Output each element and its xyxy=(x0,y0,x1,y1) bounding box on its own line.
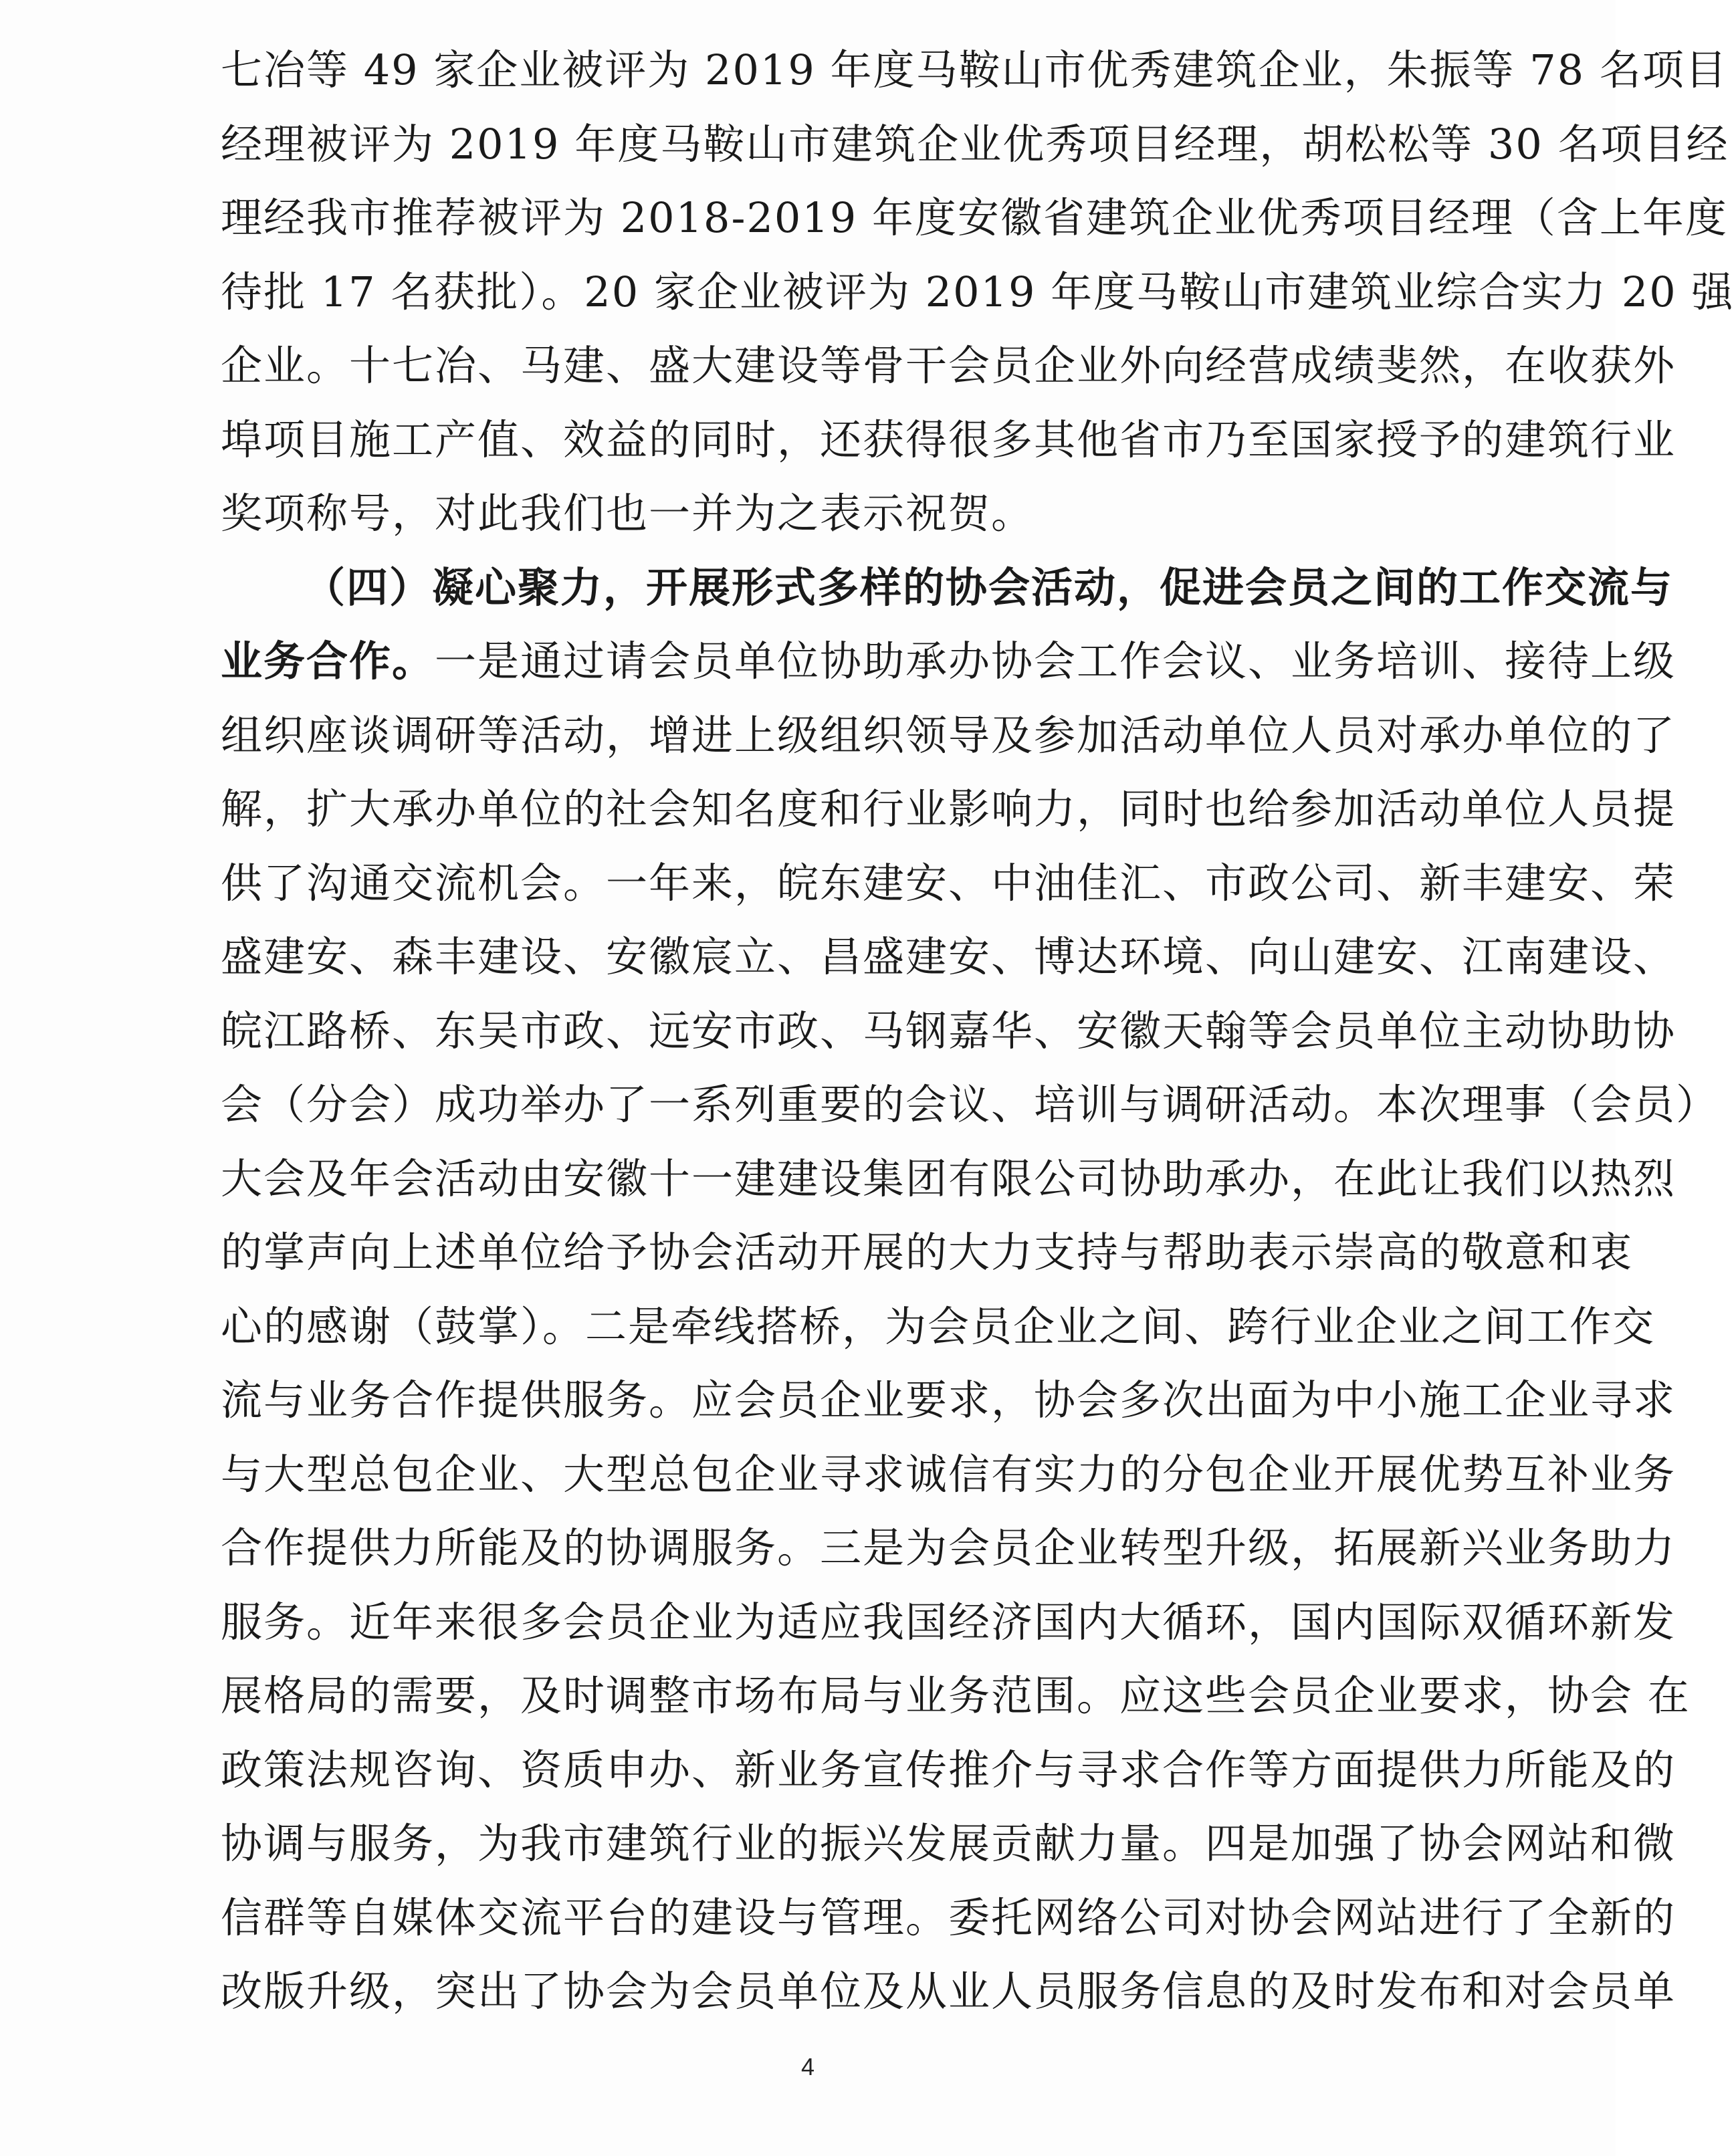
text-line: 合作提供力所能及的协调服务。三是为会员企业转型升级，拓展新兴业务助力 xyxy=(221,1523,1676,1572)
body-text xyxy=(221,33,1734,2029)
section-heading-end: 业务合作。 xyxy=(221,637,435,685)
text-line: 理经我市推荐被评为 2018-2019 年度安徽省建筑企业优秀项目经理（含上年度 xyxy=(221,193,1728,242)
text-line: 盛建安、森丰建设、安徽宸立、昌盛建安、博达环境、向山建安、江南建设、 xyxy=(221,932,1676,981)
text-line: 大会及年会活动由安徽十一建建设集团有限公司协助承办，在此让我们以热烈 xyxy=(221,1154,1676,1203)
text-span: 一是通过请会员单位协助承办协会工作会议、业务培训、接待上级 xyxy=(435,637,1676,685)
section-heading: （四）凝心聚力，开展形式多样的协会活动，促进会员之间的工作交流与 xyxy=(304,562,1674,612)
text-line: 信群等自媒体交流平台的建设与管理。委托网络公司对协会网站进行了全新的 xyxy=(221,1893,1676,1942)
text-line: 协调与服务，为我市建筑行业的振兴发展贡献力量。四是加强了协会网站和微 xyxy=(221,1819,1676,1868)
text-line: 与大型总包企业、大型总包企业寻求诚信有实力的分包企业开展优势互补业务 xyxy=(221,1449,1676,1499)
page-number: 4 xyxy=(800,2053,815,2080)
text-line: 展格局的需要，及时调整市场布局与业务范围。应这些会员企业要求，协会 在 xyxy=(221,1671,1691,1720)
text-line: 埠项目施工产值、效益的同时，还获得很多其他省市乃至国家授予的建筑行业 xyxy=(221,415,1676,464)
text-line: 改版升级，突出了协会为会员单位及从业人员服务信息的及时发布和对会员单 xyxy=(221,1967,1676,2016)
text-line: 政策法规咨询、资质申办、新业务宣传推介与寻求合作等方面提供力所能及的 xyxy=(221,1745,1676,1794)
text-line: 供了沟通交流机会。一年来，皖东建安、中油佳汇、市政公司、新丰建安、荣 xyxy=(221,858,1676,907)
text-line: 解，扩大承办单位的社会知名度和行业影响力，同时也给参加活动单位人员提 xyxy=(221,784,1676,833)
text-line xyxy=(221,625,1676,699)
text-line: 组织座谈调研等活动，增进上级组织领导及参加活动单位人员对承办单位的了 xyxy=(221,710,1676,760)
text-line: 会（分会）成功举办了一系列重要的会议、培训与调研活动。本次理事（会员） xyxy=(221,1080,1719,1129)
text-line: 企业。十七冶、马建、盛大建设等骨干会员企业外向经营成绩斐然，在收获外 xyxy=(221,341,1676,390)
text-line: 流与业务合作提供服务。应会员企业要求，协会多次出面为中小施工企业寻求 xyxy=(221,1376,1676,1424)
text-line: 七冶等 49 家企业被评为 2019 年度马鞍山市优秀建筑企业，朱振等 78 名项目 xyxy=(221,45,1728,94)
text-line: 奖项称号，对此我们也一并为之表示祝贺。 xyxy=(221,489,1035,538)
text-line: 皖江路桥、东吴市政、远安市政、马钢嘉华、安徽天翰等会员单位主动协助协 xyxy=(221,1006,1676,1055)
text-line: 服务。近年来很多会员企业为适应我国经济国内大循环，国内国际双循环新发 xyxy=(221,1597,1676,1646)
text-line: 心的感谢（鼓掌）。二是牵线搭桥，为会员企业之间、跨行业企业之间工作交 xyxy=(221,1301,1656,1351)
text-line: 经理被评为 2019 年度马鞍山市建筑企业优秀项目经理，胡松松等 30 名项目经 xyxy=(221,119,1729,169)
text-line: 待批 17 名获批）。20 家企业被评为 2019 年度马鞍山市建筑业综合实力 20 强 xyxy=(221,267,1734,316)
text-line: 的掌声向上述单位给予协会活动开展的大力支持与帮助表示崇高的敬意和衷 xyxy=(221,1228,1634,1277)
